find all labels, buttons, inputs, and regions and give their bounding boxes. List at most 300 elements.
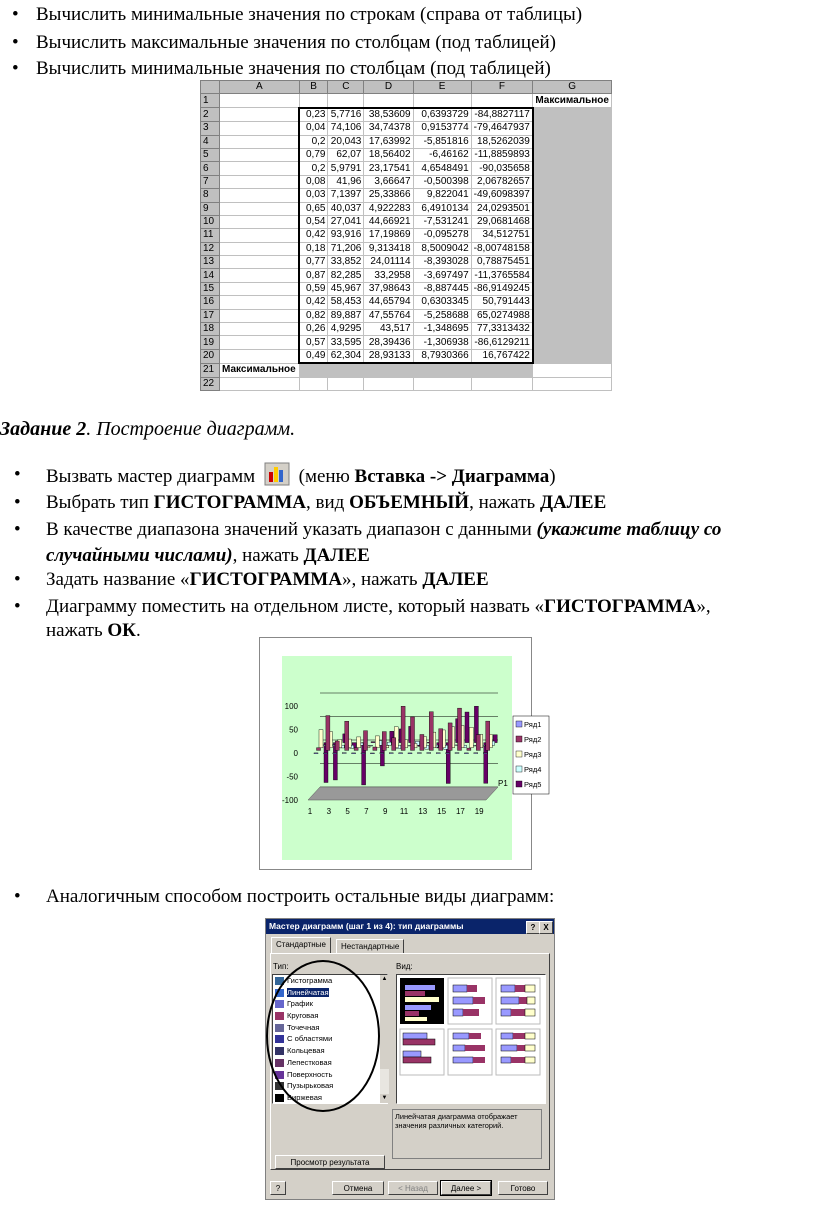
chart-subtype-grid[interactable] [396,974,546,1104]
step-text: Аналогичным способом построить остальные виды диаграмм: [46,886,555,907]
result-cell[interactable] [533,215,612,228]
data-cell[interactable]: -7,531241 [413,215,471,228]
data-cell[interactable]: 0,78875451 [471,256,533,269]
step-text: », нажать [341,569,418,590]
result-cell[interactable] [533,108,612,122]
spreadsheet-table [200,80,612,391]
data-cell[interactable]: 0,49 [299,349,328,363]
data-cell[interactable]: 0,2 [299,162,328,175]
step-text: ) [549,466,556,487]
row-header[interactable]: 5 [201,148,220,161]
subtype-3d-stacked-bar[interactable] [448,1029,492,1075]
data-cell[interactable]: 37,98643 [364,282,413,295]
y-tick-label: -50 [286,772,298,782]
data-cell[interactable]: -8,00748158 [471,242,533,255]
data-cell[interactable]: 7,1397 [328,189,364,202]
chart-bar [469,727,473,747]
subtype-3d-100-stacked-bar[interactable] [496,1029,540,1075]
bullet-icon: • [12,58,19,79]
sheet-cell[interactable] [364,377,413,390]
corner-cell[interactable] [201,81,220,94]
data-cell[interactable]: 23,17541 [364,162,413,175]
data-cell[interactable]: 3,66647 [364,175,413,188]
cancel-button[interactable]: Отмена [332,1181,384,1195]
sheet-cell[interactable] [471,94,533,108]
data-cell[interactable]: 5,7716 [328,108,364,122]
data-cell[interactable]: 0,23 [299,108,328,122]
chart-type-label: Точечная [287,1022,320,1032]
data-cell[interactable]: 8,7930366 [413,349,471,363]
sheet-cell[interactable] [533,377,612,390]
data-cell[interactable]: -3,697497 [413,269,471,282]
tab-standard[interactable]: Стандартные [271,937,331,954]
column-header[interactable]: E [413,81,471,94]
scroll-down-icon[interactable]: ▼ [381,1095,388,1101]
data-cell[interactable]: -90,035658 [471,162,533,175]
data-cell[interactable]: 20,043 [328,135,364,148]
row-header[interactable]: 16 [201,296,220,309]
row-header[interactable]: 14 [201,269,220,282]
sheet-cell[interactable] [533,363,612,377]
chart-type-label: Кольцевая [287,1046,325,1056]
result-cell[interactable] [533,229,612,242]
data-cell[interactable]: 17,19869 [364,229,413,242]
sheet-row [201,148,612,161]
data-cell[interactable]: 9,822041 [413,189,471,202]
row-header[interactable]: 18 [201,323,220,336]
result-cell[interactable] [299,363,328,377]
chart-type-label: Пузырьковая [287,1081,334,1091]
step-text: , нажать [469,492,536,513]
data-cell[interactable]: 34,512751 [471,229,533,242]
sheet-cell[interactable] [220,229,300,242]
result-cell[interactable] [533,202,612,215]
chart-bar [373,747,377,750]
tab-custom[interactable]: Нестандартные [336,939,404,954]
data-cell[interactable]: 4,922283 [364,202,413,215]
data-cell[interactable]: 0,2 [299,135,328,148]
data-cell[interactable]: 41,96 [328,175,364,188]
sheet-row [201,215,612,228]
hint-text: случайными числами) [46,545,233,566]
keyword: ДАЛЕЕ [539,492,607,513]
histogram-chart [259,637,542,870]
data-cell[interactable]: 0,42 [299,229,328,242]
legend-label: Ряд3 [524,750,542,759]
help-button[interactable]: ? [526,921,540,934]
y-tick-label: -100 [281,796,298,805]
row-header[interactable]: 7 [201,175,220,188]
step-text: Выбрать тип [46,492,149,513]
office-assistant-button[interactable] [270,1181,286,1195]
sheet-row [201,202,612,215]
y-tick-label: 50 [289,725,298,735]
chart-bar [319,730,323,748]
data-cell[interactable]: 25,33866 [364,189,413,202]
sheet-cell[interactable] [220,202,300,215]
data-cell[interactable]: -6,46162 [413,148,471,161]
sheet-cell[interactable] [220,148,300,161]
data-cell[interactable]: 0,59 [299,282,328,295]
data-cell[interactable]: 24,01114 [364,256,413,269]
sheet-cell[interactable] [299,377,328,390]
data-cell[interactable]: -0,095278 [413,229,471,242]
legend-swatch [516,766,522,772]
data-cell[interactable]: 77,3313432 [471,323,533,336]
row-header[interactable]: 20 [201,349,220,363]
sheet-row [201,242,612,255]
sheet-cell[interactable] [220,135,300,148]
task-number: Задание 2 [0,418,87,440]
data-cell[interactable]: 0,6393729 [413,108,471,122]
chart-bar [446,753,450,754]
sheet-cell[interactable] [220,122,300,135]
data-cell[interactable]: 0,26 [299,323,328,336]
result-cell[interactable] [533,269,612,282]
result-cell[interactable] [533,135,612,148]
sheet-row [201,296,612,309]
back-button[interactable]: < Назад [388,1181,438,1195]
data-cell[interactable]: 17,63992 [364,135,413,148]
chart-bar [465,712,469,743]
data-cell[interactable]: 34,74378 [364,122,413,135]
legend-label: Ряд4 [524,765,542,774]
column-header[interactable]: F [471,81,533,94]
data-cell[interactable]: 0,04 [299,122,328,135]
data-cell[interactable]: 4,6548491 [413,162,471,175]
chart-type-label: Поверхность [287,1069,333,1079]
data-cell[interactable]: 24,0293501 [471,202,533,215]
data-cell[interactable]: -11,3765584 [471,269,533,282]
data-cell[interactable]: 0,42 [299,296,328,309]
data-cell[interactable]: 89,887 [328,309,364,322]
chart-bar [342,753,346,754]
chart-bar [333,753,337,754]
data-cell[interactable]: 74,106 [328,122,364,135]
data-cell[interactable]: -5,258688 [413,309,471,322]
data-cell[interactable]: 29,0681468 [471,215,533,228]
sheet-row [201,175,612,188]
chart-bar [427,753,431,754]
data-cell[interactable]: 47,55764 [364,309,413,322]
data-cell[interactable]: 6,4910134 [413,202,471,215]
max-row-label[interactable]: Максимальное [220,363,300,377]
chart-bar [420,734,424,750]
row-header[interactable]: 21 [201,363,220,377]
sheet-cell[interactable] [220,175,300,188]
sheet-cell[interactable] [220,189,300,202]
sheet-row [201,336,612,349]
depth-axis-label: P1 [498,779,508,788]
data-cell[interactable]: 9,313418 [364,242,413,255]
chart-bar [317,748,321,751]
legend-label: Ряд1 [524,720,542,729]
data-cell[interactable]: -86,6129211 [471,336,533,349]
row-header[interactable]: 1 [201,94,220,108]
x-tick-label: 3 [326,807,332,816]
plot-area [282,656,512,860]
data-cell[interactable]: 0,87 [299,269,328,282]
preview-result-button[interactable]: Просмотр результата [275,1155,385,1169]
data-cell[interactable]: 93,916 [328,229,364,242]
result-cell[interactable] [413,363,471,377]
data-cell[interactable]: 65,0274988 [471,309,533,322]
chart-bar [417,753,421,754]
data-cell[interactable]: 16,767422 [471,349,533,363]
chart-bar [455,753,459,754]
help-icon: ? [275,1184,281,1193]
y-tick-label: 0 [293,749,298,758]
row-header[interactable]: 3 [201,122,220,135]
chart-svg [260,638,542,869]
data-cell[interactable]: 0,82 [299,309,328,322]
data-cell[interactable]: 0,9153774 [413,122,471,135]
row-header[interactable]: 22 [201,377,220,390]
sheet-cell[interactable] [299,94,328,108]
step-text: , нажать [232,545,299,566]
sheet-cell[interactable] [220,336,300,349]
sheet-cell[interactable] [328,377,364,390]
data-cell[interactable]: 0,03 [299,189,328,202]
row-header[interactable]: 19 [201,336,220,349]
data-cell[interactable]: 0,08 [299,175,328,188]
row-header[interactable]: 6 [201,162,220,175]
result-cell[interactable] [533,336,612,349]
result-cell[interactable] [533,122,612,135]
data-cell[interactable]: -79,4647937 [471,122,533,135]
data-cell[interactable]: -1,306938 [413,336,471,349]
sheet-cell[interactable] [220,349,300,363]
result-cell[interactable] [328,363,364,377]
data-cell[interactable]: 0,6303345 [413,296,471,309]
data-cell[interactable]: 0,57 [299,336,328,349]
type-label: Тип: [273,962,289,971]
result-cell[interactable] [533,309,612,322]
chart-bar [371,742,375,743]
scrollbar[interactable] [380,975,389,1103]
result-cell[interactable] [533,349,612,363]
data-cell[interactable]: 45,967 [328,282,364,295]
step-text: », [696,596,711,617]
x-tick-label: 5 [345,807,350,816]
legend-label: Ряд5 [524,780,542,789]
data-cell[interactable]: 0,18 [299,242,328,255]
result-cell[interactable] [533,148,612,161]
highlight-oval [266,960,380,1112]
data-cell[interactable]: 28,93133 [364,349,413,363]
data-cell[interactable]: 2,06782657 [471,175,533,188]
column-header[interactable]: A [220,81,300,94]
close-button[interactable]: X [539,921,553,934]
result-cell[interactable] [533,242,612,255]
legend-swatch [516,721,522,727]
chart-bar [370,753,374,754]
data-cell[interactable]: 33,595 [328,336,364,349]
finish-button[interactable]: Готово [498,1181,548,1195]
sheet-cell[interactable] [220,309,300,322]
data-cell[interactable]: 62,304 [328,349,364,363]
row-header[interactable]: 4 [201,135,220,148]
data-cell[interactable]: 0,79 [299,148,328,161]
chart-bar [464,753,468,754]
result-cell[interactable] [471,363,533,377]
data-cell[interactable]: -8,887445 [413,282,471,295]
sheet-cell[interactable] [220,256,300,269]
max-header-cell[interactable]: Максимальное [533,94,612,108]
result-cell[interactable] [533,189,612,202]
data-cell[interactable]: -11,8859893 [471,148,533,161]
data-cell[interactable]: 33,852 [328,256,364,269]
data-cell[interactable]: 5,9791 [328,162,364,175]
sheet-row [201,189,612,202]
sheet-cell[interactable] [220,296,300,309]
legend-swatch [516,781,522,787]
chart-type-label: Лепестковая [287,1057,332,1067]
step-text: (меню [298,466,350,487]
data-cell[interactable]: 33,2958 [364,269,413,282]
row-header[interactable]: 8 [201,189,220,202]
chart-bar [389,753,393,754]
keyword: ДАЛЕЕ [422,569,489,590]
sheet-cell[interactable] [220,282,300,295]
data-cell[interactable]: 43,517 [364,323,413,336]
x-tick-label: 15 [437,807,447,816]
sheet-cell[interactable] [220,242,300,255]
data-cell[interactable]: 27,041 [328,215,364,228]
subtype-3d-clustered-bar[interactable] [400,1029,444,1075]
data-cell[interactable]: 4,9295 [328,323,364,336]
sheet-cell[interactable] [471,377,533,390]
result-cell[interactable] [533,282,612,295]
row-header[interactable]: 15 [201,282,220,295]
data-cell[interactable]: 62,07 [328,148,364,161]
x-tick-label: 1 [307,807,313,816]
chart-bar [399,753,403,754]
sheet-cell[interactable] [413,94,471,108]
data-cell[interactable]: 8,5009042 [413,242,471,255]
bullet-icon: • [12,4,19,25]
sheet-row [201,377,612,390]
row-header[interactable]: 13 [201,256,220,269]
sheet-cell[interactable] [328,94,364,108]
sheet-row [201,282,612,295]
result-cell[interactable] [533,175,612,188]
sheet-cell[interactable] [220,215,300,228]
bullet-icon: • [14,569,21,590]
step-text: . [135,620,141,641]
result-cell[interactable] [533,323,612,336]
row-header[interactable]: 11 [201,229,220,242]
data-cell[interactable]: -1,348695 [413,323,471,336]
row-header[interactable]: 2 [201,108,220,122]
data-cell[interactable]: 18,5262039 [471,135,533,148]
data-cell[interactable]: 44,66921 [364,215,413,228]
result-cell[interactable] [533,296,612,309]
subtype-stacked-bar[interactable] [448,978,492,1024]
row-header[interactable]: 17 [201,309,220,322]
data-cell[interactable]: 40,037 [328,202,364,215]
sheet-cell[interactable] [413,377,471,390]
data-cell[interactable]: 58,453 [328,296,364,309]
data-cell[interactable]: 44,65794 [364,296,413,309]
result-cell[interactable] [533,162,612,175]
chart-bar [474,753,478,754]
chart-bar [436,753,440,754]
sheet-cell[interactable] [220,162,300,175]
sheet-row [201,309,612,322]
data-cell[interactable]: 0,65 [299,202,328,215]
next-button[interactable]: Далее > [441,1181,491,1195]
scroll-up-icon[interactable]: ▲ [381,976,388,982]
chart-bar [439,729,443,751]
menu-path: Вставка -> Диаграмма [354,466,550,487]
scroll-thumb[interactable] [380,984,389,1069]
data-cell[interactable]: 28,39436 [364,336,413,349]
bullet-text: Вычислить минимальные значения по столбцам (под таблицей) [36,58,551,79]
sheet-row [201,229,612,242]
data-cell[interactable]: -5,851816 [413,135,471,148]
result-cell[interactable] [364,363,413,377]
column-header[interactable]: D [364,81,413,94]
sheet-cell[interactable] [220,108,300,122]
header-row [201,81,612,94]
row-header[interactable]: 12 [201,242,220,255]
sheet-cell[interactable] [364,94,413,108]
data-cell[interactable]: 50,791443 [471,296,533,309]
chart-bar [314,753,318,754]
sheet-cell[interactable] [220,269,300,282]
column-header[interactable]: G [533,81,612,94]
sheet-cell[interactable] [220,323,300,336]
x-tick-label: 9 [382,807,388,816]
chart-type-label: Гистограмма [287,976,333,985]
data-cell[interactable]: -0,500398 [413,175,471,188]
bullet-icon: • [14,464,21,485]
chart-bar [429,712,433,751]
result-cell[interactable] [533,256,612,269]
sheet-row [201,94,612,108]
chart-bar [380,753,384,754]
chart-bar [335,741,339,750]
bullet-icon: • [14,492,21,513]
chart-type-label: С областями [287,1034,333,1044]
column-header[interactable]: B [299,81,328,94]
sheet-cell[interactable] [220,94,300,108]
subtype-100-stacked-bar[interactable] [496,978,540,1024]
data-cell[interactable]: 0,54 [299,215,328,228]
sheet-row [201,122,612,135]
chart-bar [458,708,462,750]
sheet-cell[interactable] [220,377,300,390]
data-cell[interactable]: 71,206 [328,242,364,255]
row-header[interactable]: 9 [201,202,220,215]
data-cell[interactable]: 38,53609 [364,108,413,122]
data-cell[interactable]: -49,6098397 [471,189,533,202]
data-cell[interactable]: 82,285 [328,269,364,282]
column-header[interactable]: C [328,81,364,94]
spreadsheet-screenshot [200,80,612,389]
data-cell[interactable]: 18,56402 [364,148,413,161]
row-header[interactable]: 10 [201,215,220,228]
data-cell[interactable]: -8,393028 [413,256,471,269]
bullet-icon: • [14,519,21,540]
chart-floor [308,787,498,800]
data-cell[interactable]: -86,9149245 [471,282,533,295]
data-cell[interactable]: 0,77 [299,256,328,269]
data-cell[interactable]: -84,8827117 [471,108,533,122]
chart-bar [467,748,471,750]
sheet-row [201,135,612,148]
